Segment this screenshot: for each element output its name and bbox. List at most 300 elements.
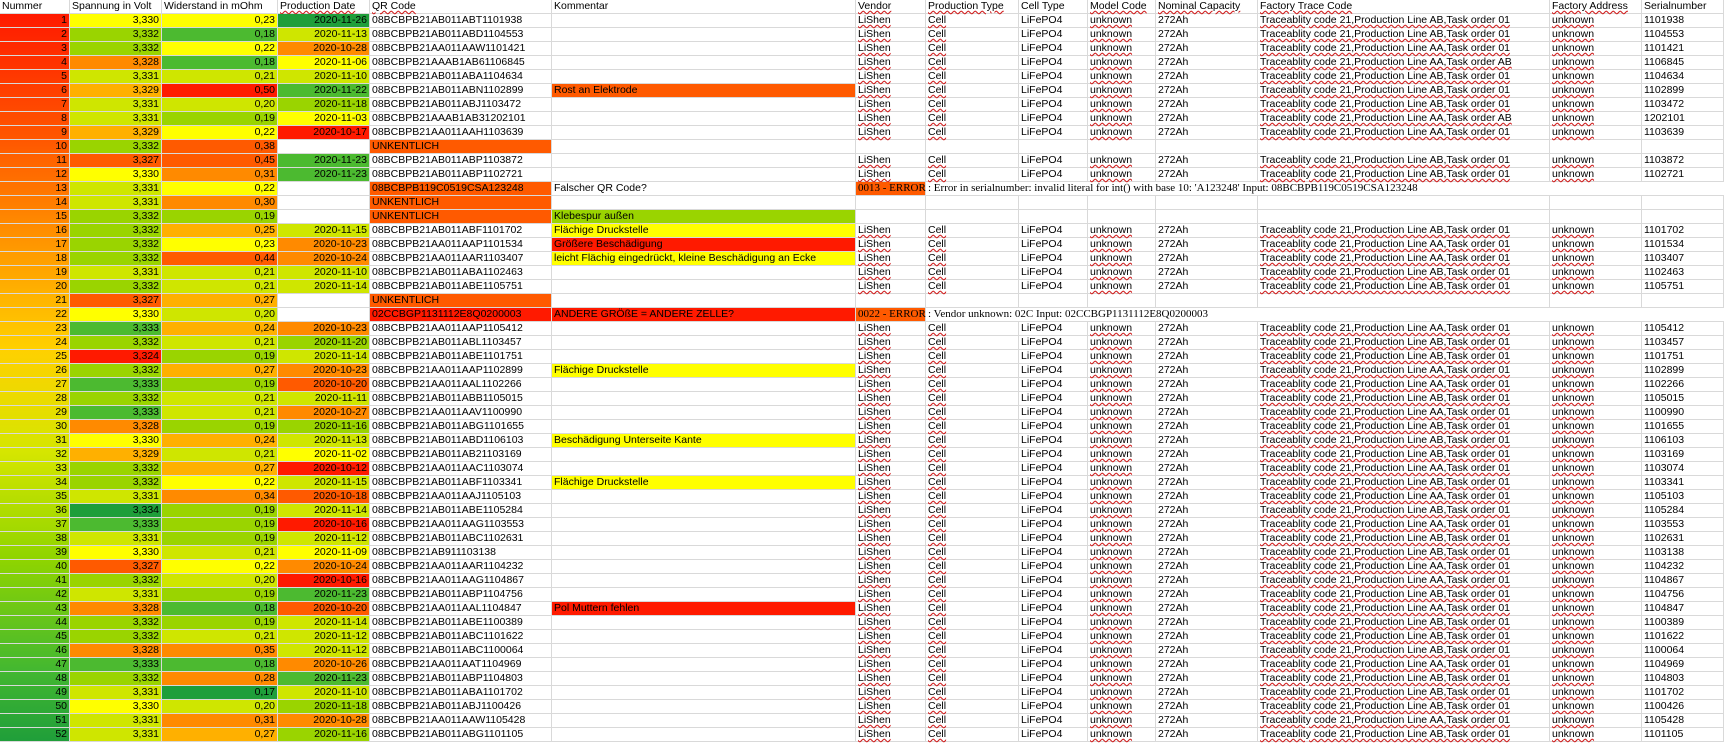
vendor-cell[interactable] (856, 14, 926, 28)
production-date-cell[interactable] (278, 308, 370, 322)
production-date-cell[interactable] (278, 504, 370, 518)
cell-type-cell[interactable] (1019, 336, 1088, 350)
model-code-cell[interactable] (1088, 42, 1156, 56)
nominal-capacity-cell[interactable] (1156, 42, 1258, 56)
serialnumber-cell[interactable] (1642, 714, 1724, 728)
kommentar-cell[interactable] (552, 84, 856, 98)
kommentar-cell[interactable] (552, 686, 856, 700)
nummer-cell[interactable] (0, 336, 70, 350)
serialnumber-cell[interactable] (1642, 504, 1724, 518)
widerstand-cell[interactable] (162, 700, 278, 714)
qr-code-cell[interactable] (370, 266, 552, 280)
spannung-cell[interactable] (70, 546, 162, 560)
serialnumber-cell[interactable] (1642, 56, 1724, 70)
spannung-cell[interactable] (70, 714, 162, 728)
widerstand-cell[interactable] (162, 532, 278, 546)
vendor-cell[interactable] (856, 532, 926, 546)
spannung-cell[interactable] (70, 140, 162, 154)
vendor-cell[interactable] (856, 210, 926, 224)
factory-trace-code-cell[interactable] (1258, 630, 1550, 644)
production-type-cell[interactable] (926, 28, 1019, 42)
vendor-cell[interactable] (856, 56, 926, 70)
vendor-cell[interactable] (856, 602, 926, 616)
model-code-cell[interactable] (1088, 84, 1156, 98)
nominal-capacity-cell[interactable] (1156, 728, 1258, 742)
factory-address-cell[interactable] (1550, 266, 1642, 280)
spannung-cell[interactable] (70, 378, 162, 392)
spannung-cell[interactable] (70, 574, 162, 588)
factory-trace-code-cell[interactable] (1258, 294, 1550, 308)
kommentar-cell[interactable] (552, 658, 856, 672)
widerstand-cell[interactable] (162, 448, 278, 462)
production-type-cell[interactable] (926, 280, 1019, 294)
qr-code-cell[interactable] (370, 196, 552, 210)
factory-address-cell[interactable] (1550, 434, 1642, 448)
vendor-cell[interactable] (856, 196, 926, 210)
production-date-cell[interactable] (278, 728, 370, 742)
production-type-cell[interactable] (926, 126, 1019, 140)
nominal-capacity-cell[interactable] (1156, 126, 1258, 140)
widerstand-cell[interactable] (162, 392, 278, 406)
production-date-cell[interactable] (278, 602, 370, 616)
factory-address-cell[interactable] (1550, 574, 1642, 588)
kommentar-cell[interactable] (552, 378, 856, 392)
widerstand-cell[interactable] (162, 0, 278, 14)
nominal-capacity-cell[interactable] (1156, 490, 1258, 504)
serialnumber-cell[interactable] (1642, 42, 1724, 56)
vendor-cell[interactable] (856, 406, 926, 420)
production-date-cell[interactable] (278, 364, 370, 378)
factory-address-cell[interactable] (1550, 210, 1642, 224)
serialnumber-cell[interactable] (1642, 574, 1724, 588)
vendor-cell[interactable] (856, 476, 926, 490)
qr-code-cell[interactable] (370, 126, 552, 140)
vendor-cell[interactable] (856, 224, 926, 238)
vendor-cell[interactable] (856, 616, 926, 630)
qr-code-cell[interactable] (370, 238, 552, 252)
spannung-cell[interactable] (70, 70, 162, 84)
cell-type-cell[interactable] (1019, 168, 1088, 182)
nominal-capacity-cell[interactable] (1156, 504, 1258, 518)
vendor-cell[interactable] (856, 518, 926, 532)
vendor-cell[interactable] (856, 420, 926, 434)
factory-address-cell[interactable] (1550, 0, 1642, 14)
widerstand-cell[interactable] (162, 252, 278, 266)
serialnumber-cell[interactable] (1642, 490, 1724, 504)
production-type-cell[interactable] (926, 252, 1019, 266)
nummer-cell[interactable] (0, 686, 70, 700)
factory-address-cell[interactable] (1550, 224, 1642, 238)
cell-type-cell[interactable] (1019, 224, 1088, 238)
production-type-cell[interactable] (926, 364, 1019, 378)
widerstand-cell[interactable] (162, 504, 278, 518)
serialnumber-cell[interactable] (1642, 84, 1724, 98)
spannung-cell[interactable] (70, 644, 162, 658)
production-date-cell[interactable] (278, 406, 370, 420)
widerstand-cell[interactable] (162, 14, 278, 28)
nominal-capacity-cell[interactable] (1156, 644, 1258, 658)
nominal-capacity-cell[interactable] (1156, 602, 1258, 616)
cell-type-cell[interactable] (1019, 280, 1088, 294)
kommentar-cell[interactable] (552, 266, 856, 280)
vendor-cell[interactable] (856, 126, 926, 140)
production-type-cell[interactable] (926, 630, 1019, 644)
model-code-cell[interactable] (1088, 532, 1156, 546)
nominal-capacity-cell[interactable] (1156, 196, 1258, 210)
nummer-cell[interactable] (0, 532, 70, 546)
model-code-cell[interactable] (1088, 322, 1156, 336)
factory-trace-code-cell[interactable] (1258, 504, 1550, 518)
kommentar-cell[interactable] (552, 182, 856, 196)
nominal-capacity-cell[interactable] (1156, 658, 1258, 672)
factory-address-cell[interactable] (1550, 518, 1642, 532)
production-type-cell[interactable] (926, 462, 1019, 476)
model-code-cell[interactable] (1088, 434, 1156, 448)
model-code-cell[interactable] (1088, 462, 1156, 476)
serialnumber-cell[interactable] (1642, 238, 1724, 252)
vendor-cell[interactable] (856, 672, 926, 686)
kommentar-cell[interactable] (552, 462, 856, 476)
nummer-cell[interactable] (0, 420, 70, 434)
widerstand-cell[interactable] (162, 28, 278, 42)
production-type-cell[interactable] (926, 588, 1019, 602)
production-date-cell[interactable] (278, 560, 370, 574)
production-date-cell[interactable] (278, 168, 370, 182)
kommentar-cell[interactable] (552, 280, 856, 294)
factory-trace-code-cell[interactable] (1258, 112, 1550, 126)
qr-code-cell[interactable] (370, 322, 552, 336)
qr-code-cell[interactable] (370, 448, 552, 462)
production-type-cell[interactable] (926, 518, 1019, 532)
kommentar-cell[interactable] (552, 560, 856, 574)
vendor-cell[interactable] (856, 70, 926, 84)
production-type-cell[interactable] (926, 560, 1019, 574)
factory-address-cell[interactable] (1550, 238, 1642, 252)
nominal-capacity-cell[interactable] (1156, 714, 1258, 728)
production-type-cell[interactable] (926, 448, 1019, 462)
spannung-cell[interactable] (70, 672, 162, 686)
cell-type-cell[interactable] (1019, 112, 1088, 126)
spannung-cell[interactable] (70, 476, 162, 490)
kommentar-cell[interactable] (552, 154, 856, 168)
production-date-cell[interactable] (278, 658, 370, 672)
vendor-cell[interactable] (856, 392, 926, 406)
widerstand-cell[interactable] (162, 574, 278, 588)
serialnumber-cell[interactable] (1642, 532, 1724, 546)
qr-code-cell[interactable] (370, 336, 552, 350)
nominal-capacity-cell[interactable] (1156, 476, 1258, 490)
serialnumber-cell[interactable] (1642, 154, 1724, 168)
production-date-cell[interactable] (278, 56, 370, 70)
model-code-cell[interactable] (1088, 714, 1156, 728)
serialnumber-cell[interactable] (1642, 728, 1724, 742)
nummer-cell[interactable] (0, 98, 70, 112)
nummer-cell[interactable] (0, 252, 70, 266)
factory-trace-code-cell[interactable] (1258, 196, 1550, 210)
qr-code-cell[interactable] (370, 112, 552, 126)
production-date-cell[interactable] (278, 280, 370, 294)
kommentar-cell[interactable] (552, 700, 856, 714)
qr-code-cell[interactable] (370, 658, 552, 672)
model-code-cell[interactable] (1088, 658, 1156, 672)
factory-trace-code-cell[interactable] (1258, 420, 1550, 434)
production-type-cell[interactable] (926, 728, 1019, 742)
kommentar-cell[interactable] (552, 392, 856, 406)
qr-code-cell[interactable] (370, 28, 552, 42)
serialnumber-cell[interactable] (1642, 196, 1724, 210)
factory-trace-code-cell[interactable] (1258, 98, 1550, 112)
widerstand-cell[interactable] (162, 476, 278, 490)
nominal-capacity-cell[interactable] (1156, 378, 1258, 392)
factory-address-cell[interactable] (1550, 658, 1642, 672)
model-code-cell[interactable] (1088, 196, 1156, 210)
nummer-cell[interactable] (0, 350, 70, 364)
nominal-capacity-cell[interactable] (1156, 14, 1258, 28)
widerstand-cell[interactable] (162, 336, 278, 350)
factory-trace-code-cell[interactable] (1258, 532, 1550, 546)
kommentar-cell[interactable] (552, 448, 856, 462)
model-code-cell[interactable] (1088, 14, 1156, 28)
production-date-cell[interactable] (278, 588, 370, 602)
factory-trace-code-cell[interactable] (1258, 588, 1550, 602)
qr-code-cell[interactable] (370, 168, 552, 182)
serialnumber-cell[interactable] (1642, 630, 1724, 644)
factory-address-cell[interactable] (1550, 532, 1642, 546)
factory-trace-code-cell[interactable] (1258, 378, 1550, 392)
model-code-cell[interactable] (1088, 700, 1156, 714)
factory-trace-code-cell[interactable] (1258, 602, 1550, 616)
factory-trace-code-cell[interactable] (1258, 350, 1550, 364)
kommentar-cell[interactable] (552, 196, 856, 210)
cell-type-cell[interactable] (1019, 574, 1088, 588)
spannung-cell[interactable] (70, 616, 162, 630)
production-type-cell[interactable] (926, 294, 1019, 308)
cell-type-cell[interactable] (1019, 490, 1088, 504)
serialnumber-cell[interactable] (1642, 378, 1724, 392)
qr-code-cell[interactable] (370, 490, 552, 504)
cell-type-cell[interactable] (1019, 672, 1088, 686)
qr-code-cell[interactable] (370, 154, 552, 168)
model-code-cell[interactable] (1088, 154, 1156, 168)
production-date-cell[interactable] (278, 476, 370, 490)
nominal-capacity-cell[interactable] (1156, 588, 1258, 602)
serialnumber-cell[interactable] (1642, 350, 1724, 364)
factory-address-cell[interactable] (1550, 168, 1642, 182)
widerstand-cell[interactable] (162, 196, 278, 210)
serialnumber-cell[interactable] (1642, 616, 1724, 630)
vendor-cell[interactable] (856, 728, 926, 742)
production-type-cell[interactable] (926, 406, 1019, 420)
production-type-cell[interactable] (926, 616, 1019, 630)
production-date-cell[interactable] (278, 154, 370, 168)
vendor-cell[interactable] (856, 630, 926, 644)
nummer-cell[interactable] (0, 546, 70, 560)
nominal-capacity-cell[interactable] (1156, 140, 1258, 154)
spannung-cell[interactable] (70, 448, 162, 462)
model-code-cell[interactable] (1088, 266, 1156, 280)
nominal-capacity-cell[interactable] (1156, 700, 1258, 714)
production-type-cell[interactable] (926, 574, 1019, 588)
kommentar-cell[interactable] (552, 210, 856, 224)
cell-type-cell[interactable] (1019, 0, 1088, 14)
kommentar-cell[interactable] (552, 56, 856, 70)
cell-type-cell[interactable] (1019, 616, 1088, 630)
factory-trace-code-cell[interactable] (1258, 168, 1550, 182)
vendor-cell[interactable] (856, 0, 926, 14)
nominal-capacity-cell[interactable] (1156, 420, 1258, 434)
vendor-cell[interactable] (856, 588, 926, 602)
serialnumber-cell[interactable] (1642, 70, 1724, 84)
qr-code-cell[interactable] (370, 476, 552, 490)
production-type-cell[interactable] (926, 602, 1019, 616)
production-type-cell[interactable] (926, 378, 1019, 392)
factory-trace-code-cell[interactable] (1258, 56, 1550, 70)
model-code-cell[interactable] (1088, 238, 1156, 252)
kommentar-cell[interactable] (552, 112, 856, 126)
production-type-cell[interactable] (926, 392, 1019, 406)
factory-address-cell[interactable] (1550, 686, 1642, 700)
kommentar-cell[interactable] (552, 602, 856, 616)
qr-code-cell[interactable] (370, 434, 552, 448)
production-type-cell[interactable] (926, 714, 1019, 728)
model-code-cell[interactable] (1088, 56, 1156, 70)
production-date-cell[interactable] (278, 420, 370, 434)
nominal-capacity-cell[interactable] (1156, 210, 1258, 224)
serialnumber-cell[interactable] (1642, 420, 1724, 434)
factory-address-cell[interactable] (1550, 70, 1642, 84)
spannung-cell[interactable] (70, 350, 162, 364)
production-date-cell[interactable] (278, 42, 370, 56)
spannung-cell[interactable] (70, 196, 162, 210)
spannung-cell[interactable] (70, 0, 162, 14)
cell-type-cell[interactable] (1019, 434, 1088, 448)
qr-code-cell[interactable] (370, 224, 552, 238)
kommentar-cell[interactable] (552, 420, 856, 434)
production-type-cell[interactable] (926, 140, 1019, 154)
widerstand-cell[interactable] (162, 686, 278, 700)
serialnumber-cell[interactable] (1642, 126, 1724, 140)
factory-trace-code-cell[interactable] (1258, 392, 1550, 406)
cell-type-cell[interactable] (1019, 560, 1088, 574)
widerstand-cell[interactable] (162, 154, 278, 168)
factory-trace-code-cell[interactable] (1258, 280, 1550, 294)
cell-type-cell[interactable] (1019, 686, 1088, 700)
widerstand-cell[interactable] (162, 378, 278, 392)
factory-address-cell[interactable] (1550, 98, 1642, 112)
vendor-cell[interactable] (856, 98, 926, 112)
qr-code-cell[interactable] (370, 98, 552, 112)
nominal-capacity-cell[interactable] (1156, 518, 1258, 532)
vendor-cell[interactable] (856, 364, 926, 378)
cell-type-cell[interactable] (1019, 70, 1088, 84)
spannung-cell[interactable] (70, 728, 162, 742)
model-code-cell[interactable] (1088, 672, 1156, 686)
kommentar-cell[interactable] (552, 406, 856, 420)
model-code-cell[interactable] (1088, 168, 1156, 182)
cell-type-cell[interactable] (1019, 350, 1088, 364)
factory-trace-code-cell[interactable] (1258, 14, 1550, 28)
spannung-cell[interactable] (70, 238, 162, 252)
spannung-cell[interactable] (70, 322, 162, 336)
production-date-cell[interactable] (278, 378, 370, 392)
model-code-cell[interactable] (1088, 406, 1156, 420)
production-type-cell[interactable] (926, 210, 1019, 224)
qr-code-cell[interactable] (370, 560, 552, 574)
qr-code-cell[interactable] (370, 182, 552, 196)
nummer-cell[interactable] (0, 616, 70, 630)
factory-address-cell[interactable] (1550, 602, 1642, 616)
nummer-cell[interactable] (0, 504, 70, 518)
nominal-capacity-cell[interactable] (1156, 294, 1258, 308)
widerstand-cell[interactable] (162, 364, 278, 378)
kommentar-cell[interactable] (552, 98, 856, 112)
production-type-cell[interactable] (926, 0, 1019, 14)
spannung-cell[interactable] (70, 532, 162, 546)
spannung-cell[interactable] (70, 28, 162, 42)
production-type-cell[interactable] (926, 476, 1019, 490)
model-code-cell[interactable] (1088, 574, 1156, 588)
vendor-cell[interactable] (856, 168, 926, 182)
nominal-capacity-cell[interactable] (1156, 462, 1258, 476)
factory-trace-code-cell[interactable] (1258, 322, 1550, 336)
qr-code-cell[interactable] (370, 42, 552, 56)
widerstand-cell[interactable] (162, 294, 278, 308)
production-date-cell[interactable] (278, 644, 370, 658)
model-code-cell[interactable] (1088, 210, 1156, 224)
kommentar-cell[interactable] (552, 630, 856, 644)
nominal-capacity-cell[interactable] (1156, 630, 1258, 644)
vendor-cell[interactable] (856, 154, 926, 168)
factory-trace-code-cell[interactable] (1258, 364, 1550, 378)
spannung-cell[interactable] (70, 602, 162, 616)
production-date-cell[interactable] (278, 336, 370, 350)
cell-type-cell[interactable] (1019, 588, 1088, 602)
model-code-cell[interactable] (1088, 476, 1156, 490)
nominal-capacity-cell[interactable] (1156, 280, 1258, 294)
serialnumber-cell[interactable] (1642, 560, 1724, 574)
vendor-cell[interactable] (856, 574, 926, 588)
nominal-capacity-cell[interactable] (1156, 336, 1258, 350)
serialnumber-cell[interactable] (1642, 434, 1724, 448)
production-date-cell[interactable] (278, 700, 370, 714)
serialnumber-cell[interactable] (1642, 672, 1724, 686)
production-date-cell[interactable] (278, 224, 370, 238)
widerstand-cell[interactable] (162, 616, 278, 630)
factory-address-cell[interactable] (1550, 336, 1642, 350)
kommentar-cell[interactable] (552, 644, 856, 658)
production-type-cell[interactable] (926, 644, 1019, 658)
nummer-cell[interactable] (0, 406, 70, 420)
serialnumber-cell[interactable] (1642, 476, 1724, 490)
factory-address-cell[interactable] (1550, 56, 1642, 70)
widerstand-cell[interactable] (162, 588, 278, 602)
kommentar-cell[interactable] (552, 224, 856, 238)
cell-type-cell[interactable] (1019, 392, 1088, 406)
serialnumber-cell[interactable] (1642, 546, 1724, 560)
production-type-cell[interactable] (926, 154, 1019, 168)
nummer-cell[interactable] (0, 588, 70, 602)
production-date-cell[interactable] (278, 490, 370, 504)
widerstand-cell[interactable] (162, 560, 278, 574)
cell-type-cell[interactable] (1019, 238, 1088, 252)
vendor-cell[interactable] (856, 560, 926, 574)
qr-code-cell[interactable] (370, 14, 552, 28)
kommentar-cell[interactable] (552, 588, 856, 602)
vendor-cell[interactable] (856, 280, 926, 294)
serialnumber-cell[interactable] (1642, 14, 1724, 28)
spannung-cell[interactable] (70, 266, 162, 280)
factory-address-cell[interactable] (1550, 112, 1642, 126)
